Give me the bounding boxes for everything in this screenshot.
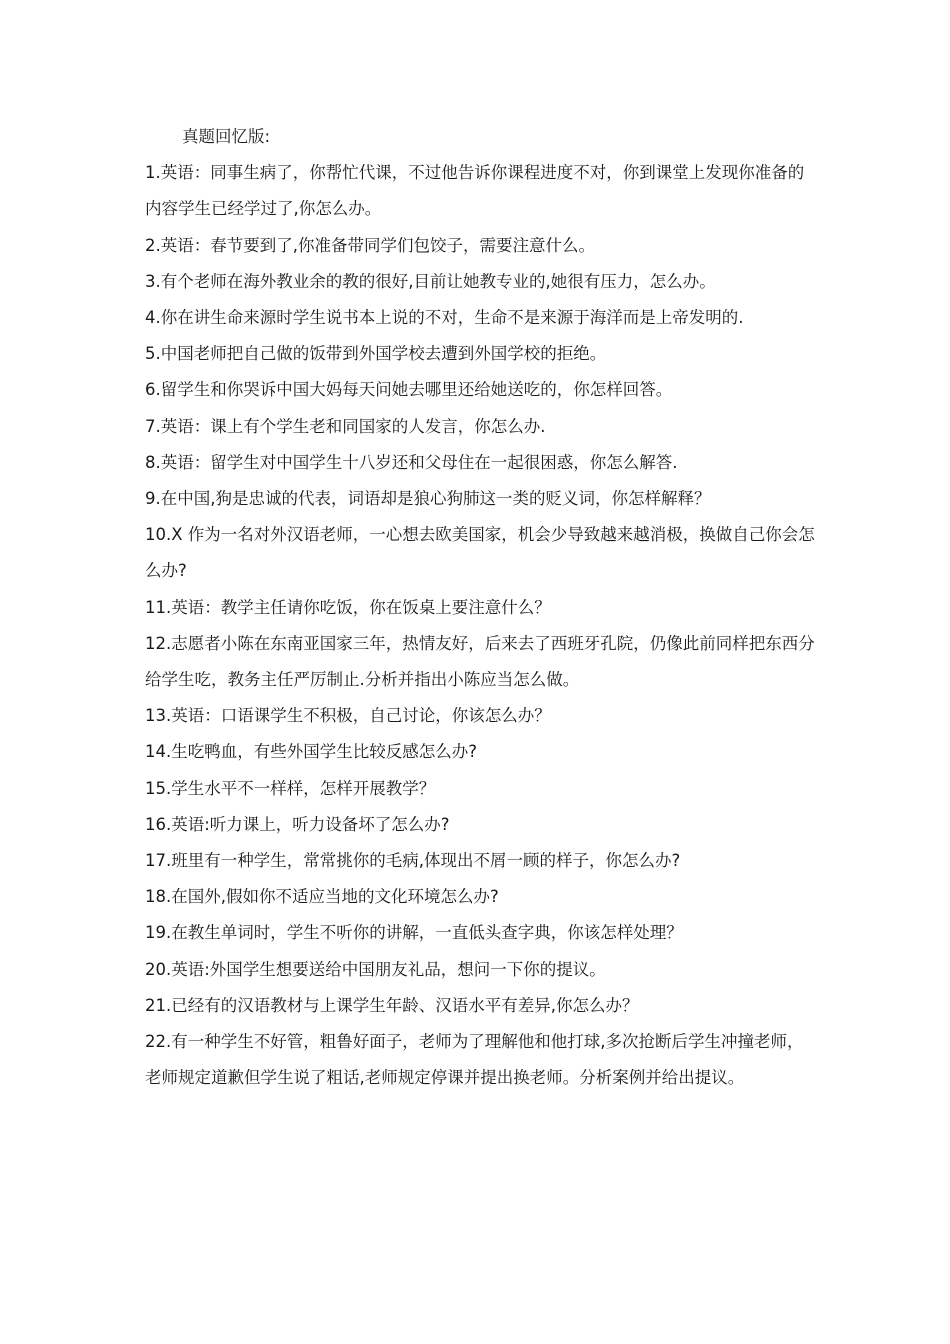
question-item-15: 15.学生水平不一样样，怎样开展教学？ <box>145 778 436 798</box>
document-heading: 真题回忆版: <box>182 127 271 146</box>
question-item-13: 13.英语：口语课学生不积极，自己讨论，你该怎么办？ <box>145 706 551 726</box>
document-body <box>145 119 817 1096</box>
question-item-14: 14.生吃鸭血，有些外国学生比较反感怎么办? <box>145 742 477 762</box>
question-item-18: 18.在国外,假如你不适应当地的文化环境怎么办? <box>145 887 499 907</box>
question-item-10: 10.X 作为一名对外汉语老师，一心想去欧美国家，机会少导致越来越消极，换做自己你会怎么办? <box>145 525 815 581</box>
question-item-20: 20.英语:外国学生想要送给中国朋友礼品，想问一下你的提议。 <box>145 959 606 979</box>
question-list <box>145 155 817 1096</box>
question-item-21: 21.已经有的汉语教材与上课学生年龄、汉语水平有差异,你怎么办？ <box>145 995 639 1015</box>
question-item-8: 8.英语：留学生对中国学生十八岁还和父母住在一起很困惑，你怎么解答. <box>145 452 678 472</box>
question-item-2: 2.英语：春节要到了,你准备带同学们包饺子，需要注意什么。 <box>145 235 595 255</box>
question-item-19: 19.在教生单词时，学生不听你的讲解，一直低头查字典，你该怎样处理？ <box>145 923 683 943</box>
question-item-3: 3.有个老师在海外教业余的教的很好,目前让她教专业的,她很有压力，怎么办。 <box>145 271 716 291</box>
question-item-7: 7.英语：课上有个学生老和同国家的人发言，你怎么办. <box>145 416 546 436</box>
question-item-4: 4.你在讲生命来源时学生说书本上说的不对，生命不是来源于海洋而是上帝发明的. <box>145 308 744 328</box>
question-item-12: 12.志愿者小陈在东南亚国家三年，热情友好，后来去了西班牙孔院，仍像此前同样把东西分给学生吃，教务主任严厉制止.分析并指出小陈应当怎么做。 <box>145 633 815 690</box>
question-item-1: 1.英语：同事生病了，你帮忙代课，不过他告诉你课程进度不对，你到课堂上发现你准备的内容学生已经学过了,你怎么办。 <box>145 163 805 219</box>
question-item-9: 9.在中国,狗是忠诚的代表，词语却是狼心狗肺这一类的贬义词，你怎样解释？ <box>145 489 711 509</box>
question-item-6: 6.留学生和你哭诉中国大妈每天问她去哪里还给她送吃的，你怎样回答。 <box>145 380 673 400</box>
question-item-16: 16.英语:听力课上，听力设备坏了怎么办? <box>145 814 450 834</box>
question-item-17: 17.班里有一种学生，常常挑你的毛病,体现出不屑一顾的样子，你怎么办? <box>145 851 681 871</box>
question-item-22: 22.有一种学生不好管，粗鲁好面子，老师为了理解他和他打球,多次抢断后学生冲撞老师，老师规定道歉但学生说了粗话,老师规定停课并提出换老师。分析案例并给出提议。 <box>145 1032 804 1088</box>
question-item-5: 5.中国老师把自己做的饭带到外国学校去遭到外国学校的拒绝。 <box>145 344 607 364</box>
question-item-11: 11.英语：教学主任请你吃饭，你在饭桌上要注意什么？ <box>145 597 551 617</box>
